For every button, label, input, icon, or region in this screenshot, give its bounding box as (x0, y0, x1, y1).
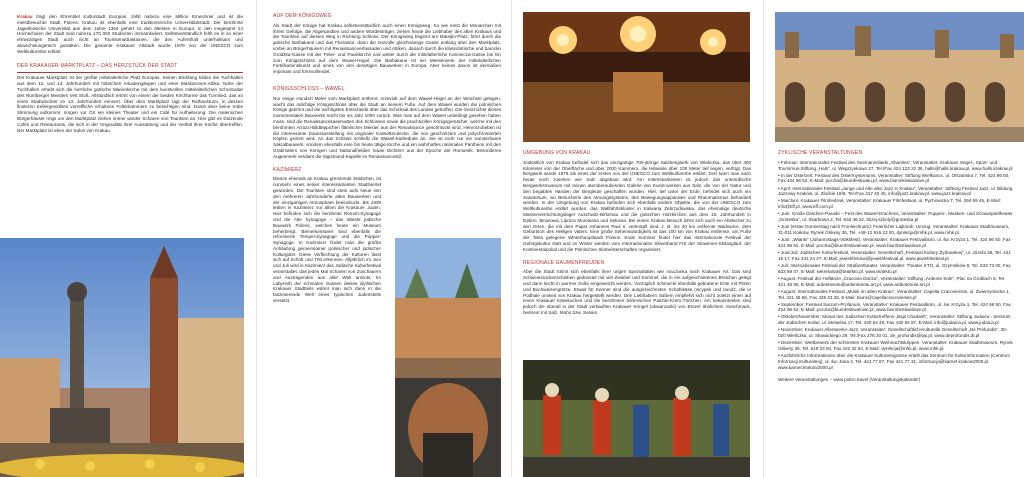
event-item: • Dezember: Wettbewerb der schönsten Krakauer Weihnachtskrippen, Veranstalter: Krakauer Stadtmuseum, Rynek Główny 35, Tel. 619 23 00, Fax 422 32 64, E-Mail: dyrekcja@mhk.pl, www.mhk.pl (778, 340, 1013, 352)
event-item: • In der Osterzeit: Festival des Ostermysteriums, Veranstalter: Stiftung Wielkanoc, ul. Olszańska 7, Tel. 424 96 50, Fax 424 96 52, E-Mail: poczta@biurofestiwalu.pl, www.biurofestiwalowe.pl (778, 172, 1010, 184)
gaumenfreuden-text: Aber die Stadt rühmt sich ebenfalls ihrer urigen Spezialitäten wie maczanka nach Krakauer Art. Das sind Schweinsrückenscheiben gedünstet mit viel Zwiebel und Kümmel, die in ein aufgeschnittenes Brötchen gelegt und dann leicht in warmer Soße eingeweicht werden. Vorzüglich schmeckt ebenfalls gebratene Ente mit Pilzen und Buchweizengrütze. Etwas für Kenner sind die ausgezeichneten Schafskäse oscypek und bundz, die in Podhale umweit von Krakau hergestellt werden. Den Liebhabern Süßem empfiehlt sich nicht zuletzt einen auf einen Krakauer Käsekuchen und die berühmten böhmischen Pasztet-Krem-Törtchen. Am bekanntesten sind jedoch die überall in der Stadt verkauften Krakauer Kringel (obwarzanki) von Brezel ähnlichem Geschmack, bestreut mit Salz, Mohn bzw. Sesam. (523, 269, 751, 315)
marktplatz-text: Der Krakauer Marktplatz ist der größte mittelalterliche Platz Europas. Seinen Blickfang bilden die Tuchhallen aus dem 12. und 13. Jahrhundert mit hübschen Arkadengängen und einer Maskaronen-Attika. Nahe der Tuchhallen erhebt sich die herrliche gotische Marienkirche mit dem kunstvollen mittelalterlichen Schnitzaltar des Nürnberger Meisters Veit Stoß. Allstündlich ertönt von einem der beiden Kirchtürme das Turmlied, das an einen Stadtwächter im 13. Jahrhundert erinnert. Über dem Marktplatz ragt der Rathausturm, in dessen finsteren Kellergewölben vorreffliche erhaltene Folterkammern zu besichtigen sind. Damit aber keine trübe Stimmung aufkommt, sorgen vor Ort ein kleines Theater und ein Café für Aufheiterung. Die malerischen Bürgerhäuser rings um den Marktplatz ziehen immer wieder Scharen von Touristen an. Hier gibt es Dutzende Cafés und Restaurants, die sich in der Originalität ihrer Ausstattung und der Vielfalt ihrer Küche übertreffen. Der Marktplatz ist eben der Salon von Krakau. (17, 75, 243, 133)
heading-marktplatz: DER KRAKAUER MARKTPLATZ – DAS HERZSTÜCK DER STADT (17, 62, 178, 69)
events-footer: Weitere Veranstaltungen – www.polen.travel (Veranstaltungskalender) (778, 376, 921, 382)
heading-veranstaltungen: ZYKLISCHE VERANSTALTUNGEN (778, 150, 863, 156)
page-fold (511, 0, 512, 477)
heading-koenigsweg: AUF DEM KÖNIGSWEG (273, 13, 332, 19)
column-veranstaltungen (778, 151, 1014, 385)
heading-kazimierz: KAZIMIERZ (273, 166, 302, 173)
heading-umgebung: UMGEBUNG VON KRAKAU (523, 150, 591, 156)
event-item: • August: Festival der Hoftänze „Cracovia Danza“, Veranstalter: Stiftung „Ardente Sole“, Plac na Groblach 8, Tel. 421 49 80, E-Mail: ardentesole@ardentesole.art.pl, www.ardentesole.art.pl (778, 275, 1006, 287)
kazimierz-text: Dieses ehemals an Krakau grenzende Städtchen, ist nunmehr eines seiner interessantesten Stadtviertel geworden. Die Touristen sind stets aufs Neue von den mehreren Jahrhunderte alten Bauwerken und der einzigartigen Atmosphäre beeindruckt. Bis 1939 lebten in Kazimierz vor allem die Krakauer Juden. Hier befinden sich die berühmte Remuh-Synagoge und die Alte Synagoge – das älteste jüdische Bauwerk Polens, welches heute ein Museum beherbergt. Bemerkenswert sind ebenfalls die reformierte Tempel-Synagoge und die Popper-Synagoge. In Kazimierz findet man die größte Anhäufung gemeinsamer polnischer und jüdischer Kulturgüter. Diese Verflechtung der Kulturen lässt sich auf Schritt und Tritt erkennen. Alljährlich im Juni und Juli wird in Kazimierz das Jüdische Kulturfestival veranstaltet, das jedes Mal Scharen von Zuschauern und Austragenden aus aller Welt anlockt. Im Labyrinth der schmalen Gassen dieses idyllischen Krakauer Stadtteils wähnt man sich dann in die faszinierende Welt eines typischen Judenstetls versetzt. (273, 176, 381, 304)
page-fold (763, 0, 764, 477)
event-item: • September: Festival Sacrum-Profanum, Veranstalter: Krakauer Festivalbüro, ul. św. Krzyża 1, Tel. 424 96 50, Fax 424 96 52, E-Mail: poczta@biurofestiwalowe.pl, www.biurofestiwalowe.pl (778, 301, 1011, 313)
event-item: • Juli: Internationales Festival der Straßentheater, Veranstalter: Theater KTO, ul. Gzymsików 8, Tel. 633 73 00, Fax 633 89 47, E-Mail: sekretariat@teatrkto.pl, www.teatrkto.pl (778, 262, 1011, 274)
intro-text: trägt den Ehrentitel Kulturstadt Europas, zählt nahezu eine Million Einwohner und ist die meistbesuchte Stadt Polens. Krakau ist ebenfalls eine traditionsreiche Universitätsstadt. Die berühmte Jagiellonische Universität aus dem Jahre 1364 gehört zu den ältesten in Europa. In den insgesamt 24 Hochschulen der Stadt sind nahezu 170 000 Studenten immatrikuliert. Selbstverständlich fehlt es in so einer ehrwürdigen Stadt auch nicht an Touristenattraktionen, die den Aufenthalt unterhaltsam und abwechslungsreich gestalten. Die gesamte Krakauer Altstadt wurde 1978 von der UNESCO zum Weltkulturerbe erklärt. (17, 14, 243, 54)
event-item: • Oktober/November: Monat des Jüdischen Kulturtreffens „Bajit Chadash“, Veranstalter: Stiftung Judaica - Zentrum der Jüdischen Kultur, ul. Meiselsa 17, Tel. 430 64 49, Fax 430 64 97, E-Mail: info@judaica.pl, www.judaica.pl (778, 314, 1011, 326)
column-umgebung (523, 151, 751, 319)
market-square-monument-photo (0, 238, 244, 477)
divider (17, 72, 243, 73)
event-item: • August: Internationales Festival „Musik im alten Krakau“, Veranstalter: Capella Cracoviensis, ul. Zwierzyniecka 1, Tel. 421 45 66, Fax 429 43 28, E-Mail: biuro@capellacracoviensis.pl (778, 288, 1010, 300)
event-item: • Juni: Große Drachen-Parade – Fest des Wawel-Drachens, Veranstalter: Puppen-, Masken- und Schauspieltheater „Groteska“, ul. Skarbowa 2, Tel. 633 48 22, blizej.szkoly@groteska.pl (778, 211, 1013, 223)
cloth-hall-arcades-photo (775, 12, 1024, 142)
event-item: • April: Internationales Festival „Junge und Alte also Jazz in Krakau“, Veranstalter: Stiftung Festival Jazz, ul. Bildung Jazzowy Kraków, ul. Złoćkie 18/8, Tel./Fax 417 40 45, info@jazz.krakow.pl, www.jazz.krakow.pl (778, 185, 1013, 197)
event-item: • Ausführliche Informationen über die Krakauer Kulturereignisse erteilt das Zentrum für Kulturinformation (Centrum Informacji Kulturalnej), ul. św. Jana 2, Tel. 421 77 87, Fax 421 77 31, informacja@karnet.krakow2000.pl, www.karnet.krakow2000.pl (778, 353, 1010, 370)
heading-wawel: KÖNIGSSCHLOSS – WAWEL (273, 85, 345, 92)
umgebung-text: Südöstlich von Krakau befindet sich das einzigartige 700-jährige Salzbergwerk von Wieliczka, das über 300 Kilometer von der Oberfläche und über 2000 Kammern, die teilweise über 100 Meter tief liegen, verfügt. Das Bergwerk wurde 1978 als eines der ersten von der UNESCO zum Weltkulturerbe erklärt. Dort kann man auch heute noch zusehen wie Salz abgebaut wird. Am interessantesten ist jedoch das unterirdische Bergwerksmuseum mit seinen atemberaubenden Galerie von Kunst-werken aus Salz, die von der Natur und den begabten Händen der Bergleute geschaffen wurden. Hier, tief unter der Erde, befindet sich auch ein Sanatorium, wo Besucherin des Atmungssystems, des Bewegungsapparates und Rheumatismus behandelt werden. In der Umgebung von Krakau befinden sich ebenfalls andere Objekte, die von der UNESCO zum Weltkulturerbe erklärt wurden: das Wallfahrtskloster in Kalwaria Zebrzydowska, das ehemalige deutsche Massenvernichtungslager Auschwitz-Birkenau und die gotischen Holzkirchen aus dem 15. Jahrhundert in Dębno, Binarowa, Lipnica Murowana und Sękowa. Bei einem Krakau-Besuch lohnt sich auch ein Abstecher zu den Orten, die mit dem Papst Johannes Paul II. verknüpft sind, z. B. ins 40 km entfernte Wadowice, dem Geburtsort des Heiligen Vaters. Eine große Sehenswürdigkeit ist das 100 km von Krakau entfernte, am Fuße der Tatra gelegene Winterhauptstadt Polens. Ende Sommer findet hier das Internationale Festival der Gebirgskultur statt und im Winter werden vom Internationalen Skiverband FIS der Slowenen-Skilanglauf, der Kontinentalpokal und die Polnischen Skimeisterschaften organisiert. (523, 159, 751, 252)
events-list (778, 160, 1014, 371)
event-item: • Juni (erster Donnerstag nach Fronleichnam): Feierlicher Lajkonik- Umzug, Veranstalter: Krakauer Stadtmuseum, 31-011 Kraków, Rynek Główny 35, Tel. +48-12 916 23 00, dyrekcja@mhk.pl, www.mhk.pl (778, 224, 1010, 236)
wawel-castle-photo (395, 238, 501, 477)
intro-paragraph (17, 14, 243, 55)
page-fold (256, 0, 257, 477)
heading-gaumenfreuden: REGIONALE GAUMENFREUDEN (523, 259, 605, 266)
event-item: • Juni/Juli: Jüdisches Kulturfestival, Veranstalter: Gesellschaft „Festiwal Kultury Żydowskiej“, ul. Józefa 36, Tel. 431 15 17, Fax 431 24 27, E-Mail: jewishfestival@jewishfestival.pl, www.jewishfestival.pl (778, 250, 1011, 261)
event-item: • Juni: „Wianki“ (Johannistags-Volksfest), Veranstalter: Krakauer Festivalbüro, ul. św. Krzyża 1, Tel. 424 96 50, Fax 424 96 52, E-Mail: poczta@biurofestiwalowe.pl, www.biurofestiwalowe.pl (778, 237, 1011, 248)
koenigsweg-text: Als Stadt der Könige hat Krakau selbstverständlich auch einen Königsweg. So wie einst die Monarchen mit ihrem Gefolge, die Abgesandten und andere Würdenträger, ziehen heute die Liebhaber des alten Krakaus und die Touristen auf diesem Weg in Richtung Schloss. Der Königsweg beginnt am Matejko-Platz, führt durch die gotische Barbakane und das Floriantor, dann die reizvolle gleichnamige Gasse entlang über den Marktplatz, vorbei an Bürgerhäusern mit Renaissanceerfassaden und Attiken, danach durch die klassizistische und barocke Grodzka-Gasse mit der Peter- und Paulskirche und weiter durch die mittelalterliche Kanonicza-Gasse bis hin zum Königsschloss auf dem Wawel-Hügel. Die Barbakane ist ein Meisterwerk der mittelalterlichen Fortifikationskunst und eines von drei derartigen Bauwerken in Europa. Aber keines davon ist dermaßen imposant und formvollendet. (273, 22, 501, 75)
wawel-text: Nur einige Hundert Meter vom Marktplatz entfernt, rezeviolt auf dem Wawel-Hügel an der Weichsel gelegen, wacht das mächtige Königsschloss über die Stadt an seinem Fuße. Auf dem Wawel wurden die polnischen Könige gekrönt und die wichtigsten Entscheide über das Schicksal des Landes getroffen. Die Geschichte dieses monumentalen Bauwerks reicht bis ins Jahr 1000 zurück. Was man auf dem Wawel unbedingt gesehen haben muss, sind die Renaissancekasematten des Schlosses sowie die prachtvollen Königsgemächer, welche mit den berühmten Arrazzi-Bildteppichen flämischer Meister aus der Renaissance geschmückt sind. Hervorzuheben ist die interessante Dauerausstellung mit originaler Kassettendecke, die von geschnitzten und polychromierten Köpfen geziert wird. An das Schloss schließt die Wawel-Kathedrale an. Sie ist nicht nur ein wunderbares Sakralbauwerk, sondern ebenfalls eine bis heute tätige Kirche und ein wahrhaftes nationales Pantheon mit den Grabmälern von Königen und Nationalhelden sowie Dichtern aus der Epoche der Romantik. Besonderes Augenmerk verdient die Sigismund-Kapelle im Renaissancestil. (273, 95, 501, 159)
salt-mine-chapel-chandelier-photo (523, 12, 750, 142)
dragon-parade-crowd-photo (523, 360, 750, 477)
intro-lead: Krakau (17, 14, 33, 19)
event-item: • Mai/Juni: Krakauer Filmfestival, Veranstalter: Krakauer Filmfestival, ul. Pychowicka 7, Tel. 294 69 45, E-Mail: info@kff.pl, www.kff.com.pl (778, 198, 1001, 210)
event-item: • November: Krakauer Allerseelen-Jazz, Veranstalter: Gesellschaftlich-Kulturelle Gesellschaft „De Profundis“, 30-020 Wieliczka, ul. Słowackiego 29, Tel./Fax 278 20 01, de_profundis@wp.pl, www.deprofundis.dl.pl (778, 327, 1008, 339)
column-intro (17, 14, 243, 136)
event-item: • Februar: Internationales Festival des Seemannslieds „Shanties“, Veranstalter: Krakauer Segel-, Sport- und Tourismus-Stiftung „Hals“, ul. Wegrzynkowo 27, Tel./Fax 424 123 22 36, halls@halls.krakow.pl, www.halls.krakow.pl (778, 159, 1013, 171)
